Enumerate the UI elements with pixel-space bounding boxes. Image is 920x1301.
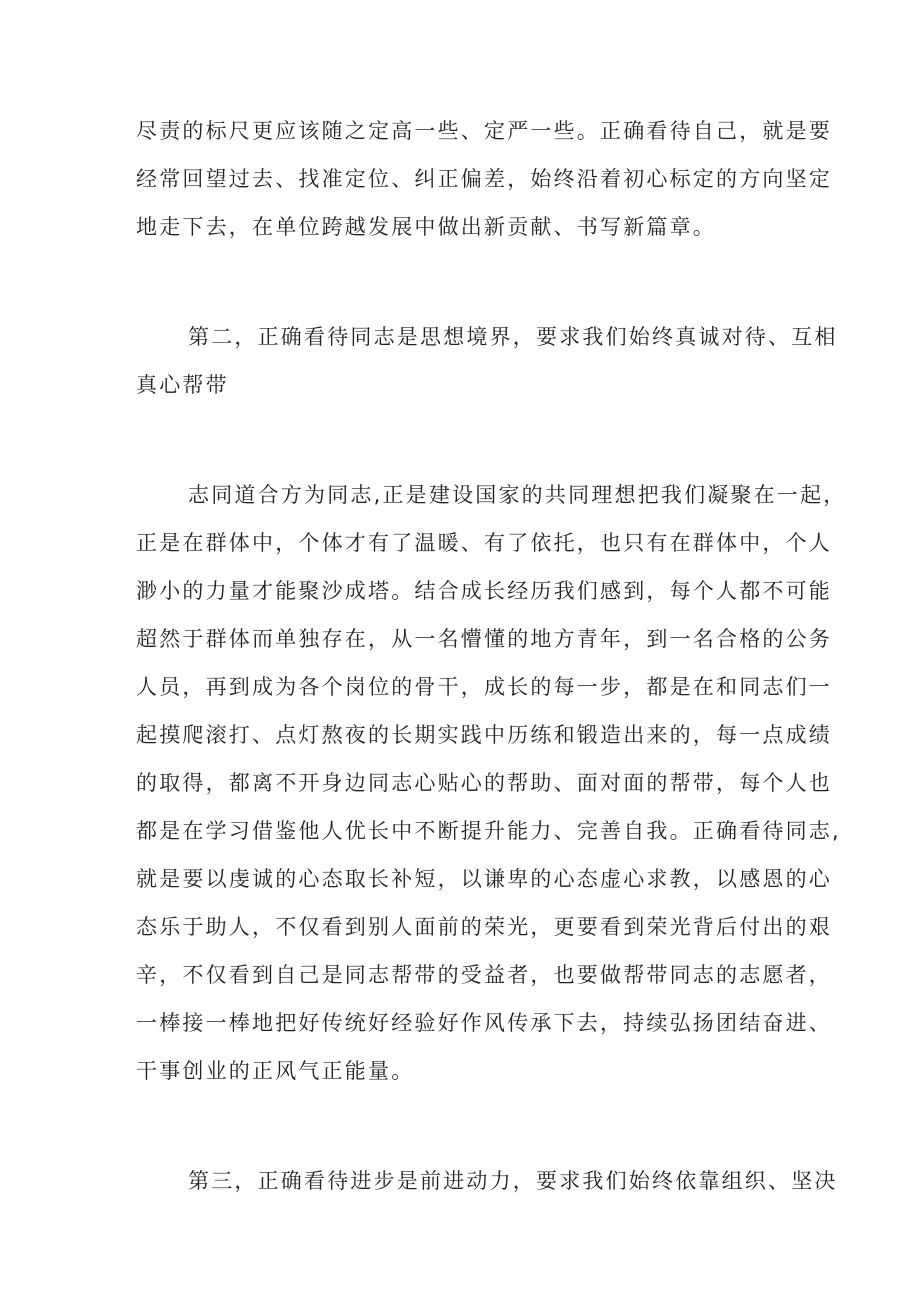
- paragraph-line: 一棒接一棒地把好传统好经验好作风传承下去，持续弘扬团结奋进、: [136, 1011, 832, 1035]
- paragraph-line: 真心帮带: [136, 373, 229, 397]
- paragraph-line: 正是在群体中，个体才有了温暖、有了依托，也只有在群体中，个人: [136, 531, 832, 555]
- paragraph-line: 经常回望过去、找准定位、纠正偏差，始终沿着初心标定的方向坚定: [136, 167, 832, 191]
- paragraph-line: 尽责的标尺更应该随之定高一些、定严一些。正确看待自己，就是要: [136, 119, 832, 143]
- paragraph-line: 渺小的力量才能聚沙成塔。结合成长经历我们感到，每个人都不可能: [136, 579, 832, 603]
- paragraph-line: 人员，再到成为各个岗位的骨干，成长的每一步，都是在和同志们一: [136, 675, 832, 699]
- paragraph-line: 的取得，都离不开身边同志心贴心的帮助、面对面的帮带，每个人也: [136, 771, 832, 795]
- paragraph-line: 第三，正确看待进步是前进动力，要求我们始终依靠组织、坚决: [188, 1169, 838, 1193]
- paragraph-line: 态乐于助人，不仅看到别人面前的荣光，更要看到荣光背后付出的艰: [136, 915, 832, 939]
- paragraph-line: 干事创业的正风气正能量。: [136, 1059, 415, 1083]
- paragraph-line: 志同道合方为同志,正是建设国家的共同理想把我们凝聚在一起，: [188, 483, 847, 507]
- paragraph-line: 就是要以虔诚的心态取长补短，以谦卑的心态虚心求教，以感恩的心: [136, 867, 832, 891]
- paragraph-line: 起摸爬滚打、点灯熬夜的长期实践中历练和锻造出来的，每一点成绩: [136, 723, 832, 747]
- paragraph-line: 超然于群体而单独存在，从一名懵懂的地方青年，到一名合格的公务: [136, 627, 832, 651]
- paragraph-line: 第二，正确看待同志是思想境界，要求我们始终真诚对待、互相: [188, 325, 838, 349]
- paragraph-line: 地走下去，在单位跨越发展中做出新贡献、书写新篇章。: [136, 215, 716, 239]
- paragraph-line: 都是在学习借鉴他人优长中不断提升能力、完善自我。正确看待同志,: [136, 819, 841, 843]
- paragraph-line: 辛，不仅看到自己是同志帮带的受益者，也要做帮带同志的志愿者，: [136, 963, 832, 987]
